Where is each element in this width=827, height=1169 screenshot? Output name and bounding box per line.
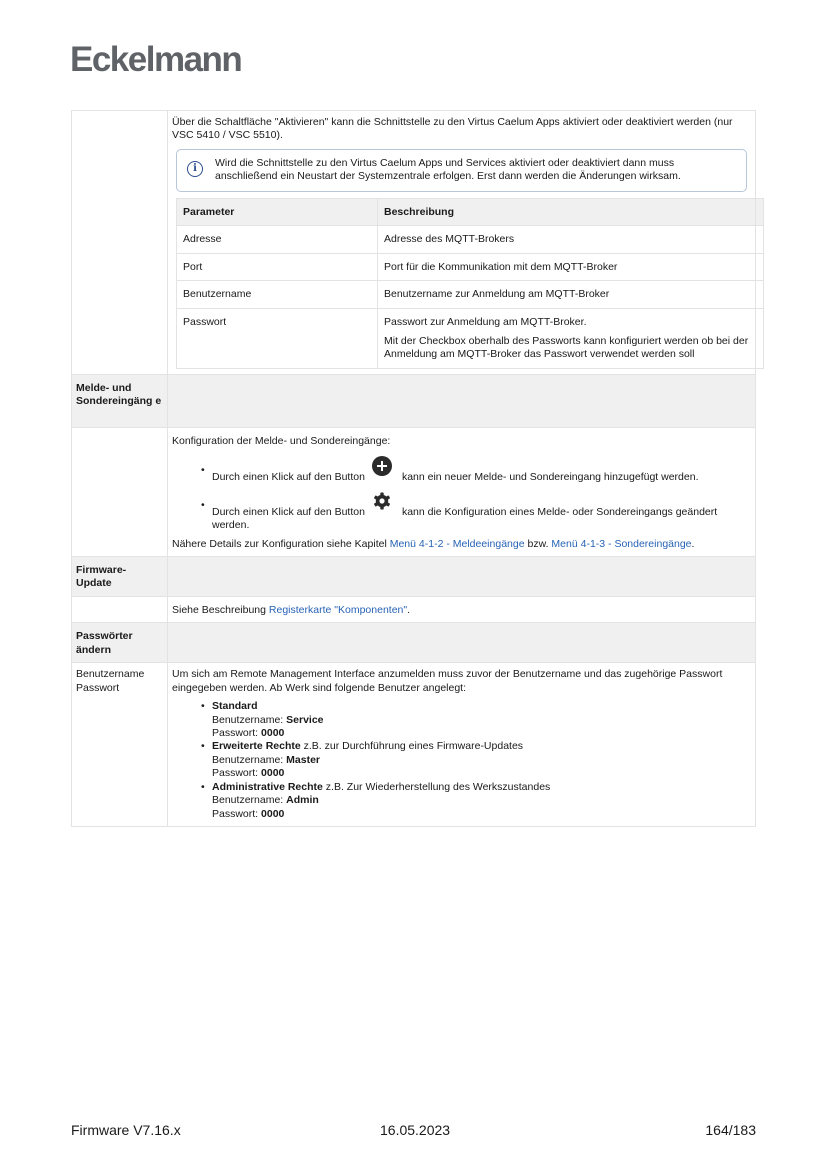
- column-header-beschreibung: Beschreibung: [378, 198, 764, 225]
- link-registerkarte-komponenten[interactable]: Registerkarte "Komponenten": [268, 603, 408, 616]
- param-name: Benutzername: [177, 281, 378, 308]
- footer-page-number: 164/183: [705, 1122, 756, 1138]
- list-item: • Durch einen Klick auf den Button kann ein neuer Melde- und Sondereingang hinzugefügt werden.: [172, 464, 751, 484]
- param-name: Adresse: [177, 226, 378, 253]
- section-header-firmware: [72, 557, 756, 597]
- list-item: • Erweiterte Rechte z.B. zur Durchführung eines Firmware-Updates Benutzername: Master Passwort: 0000: [172, 740, 751, 780]
- param-name: Port: [177, 253, 378, 280]
- list-item: • Administrative Rechte z.B. Zur Wiederherstellung des Werkszustandes Benutzername: Admin Passwort: 0000: [172, 781, 751, 821]
- link-meldeeingaenge[interactable]: Menü 4-1-2 - Meldeeingänge: [389, 537, 525, 550]
- column-header-parameter: Parameter: [177, 198, 378, 225]
- melde-details: Nähere Details zur Konfiguration siehe Kapitel Menü 4-1-2 - Meldeeingänge bzw. Menü 4-1-3 - Sondereingänge.: [172, 537, 695, 550]
- table-row: [177, 281, 764, 308]
- melde-intro: Konfiguration der Melde- und Sondereingänge:: [172, 434, 391, 447]
- table-row: Siehe Beschreibung Registerkarte "Komponenten".: [72, 596, 756, 622]
- parameter-table-header: [177, 198, 764, 225]
- param-desc: Port für die Kommunikation mit dem MQTT-Broker: [378, 253, 764, 280]
- list-item: • Durch einen Klick auf den Button kann die Konfiguration eines Melde- oder Sondereingangs geändert werden.: [172, 499, 751, 533]
- section-title: Firmware- Update: [72, 557, 168, 597]
- link-sondereingaenge[interactable]: Menü 4-1-3 - Sondereingänge: [551, 537, 692, 550]
- row-label: Passwort: [76, 681, 120, 694]
- plus-circle-icon: [372, 456, 392, 476]
- info-note: [176, 149, 747, 192]
- section-header-passwords: [72, 623, 756, 663]
- intro-text: Über die Schaltfläche "Aktivieren" kann die Schnittstelle zu den Virtus Caelum Apps aktiviert oder deaktiviert werden (nur VSC 5410 / VSC 5510).: [172, 116, 733, 142]
- gear-icon: [372, 491, 392, 511]
- param-desc: Benutzername zur Anmeldung am MQTT-Broker: [378, 281, 764, 308]
- melde-list: [172, 464, 751, 532]
- table-row: [72, 663, 756, 827]
- list-item: • Standard Benutzername: Service Passwort: 0000: [172, 700, 751, 740]
- param-desc: Passwort zur Anmeldung am MQTT-Broker. Mit der Checkbox oberhalb des Passworts kann konfiguriert werden ob bei der Anmeldung am MQTT-Broker das Passwort verwendet werden soll: [378, 308, 764, 368]
- table-row: [72, 111, 756, 375]
- param-name: Passwort: [177, 308, 378, 368]
- table-row: [177, 253, 764, 280]
- table-row: [177, 308, 764, 368]
- footer-date: 16.05.2023: [380, 1122, 451, 1138]
- eckelmann-logo: Eckelmann: [70, 40, 242, 79]
- row-label: Benutzername: [76, 668, 145, 681]
- footer-firmware: Firmware V7.16.x: [71, 1122, 181, 1138]
- param-desc: Adresse des MQTT-Brokers: [378, 226, 764, 253]
- parameter-table: [176, 198, 764, 369]
- table-row: [177, 226, 764, 253]
- info-circle-icon: i: [187, 161, 203, 177]
- content-table: [71, 110, 756, 827]
- section-title: Passwörter ändern: [72, 623, 168, 663]
- section-header-melde: [72, 374, 756, 427]
- password-intro: Um sich am Remote Management Interface anzumelden muss zuvor der Benutzername und das zugehörige Passwort eingegeben werden. Ab Werk sind folgende Benutzer angelegt:: [172, 668, 723, 694]
- section-title: Melde- und Sondereingäng e: [72, 374, 168, 427]
- info-note-text: Wird die Schnittstelle zu den Virtus Caelum Apps und Services aktiviert oder deaktiviert dann muss anschließend ein Neustart der Systemzentrale erfolgen. Erst dann werden die Änderungen wirksam.: [215, 156, 681, 183]
- user-list: [172, 700, 751, 821]
- table-row: [72, 427, 756, 556]
